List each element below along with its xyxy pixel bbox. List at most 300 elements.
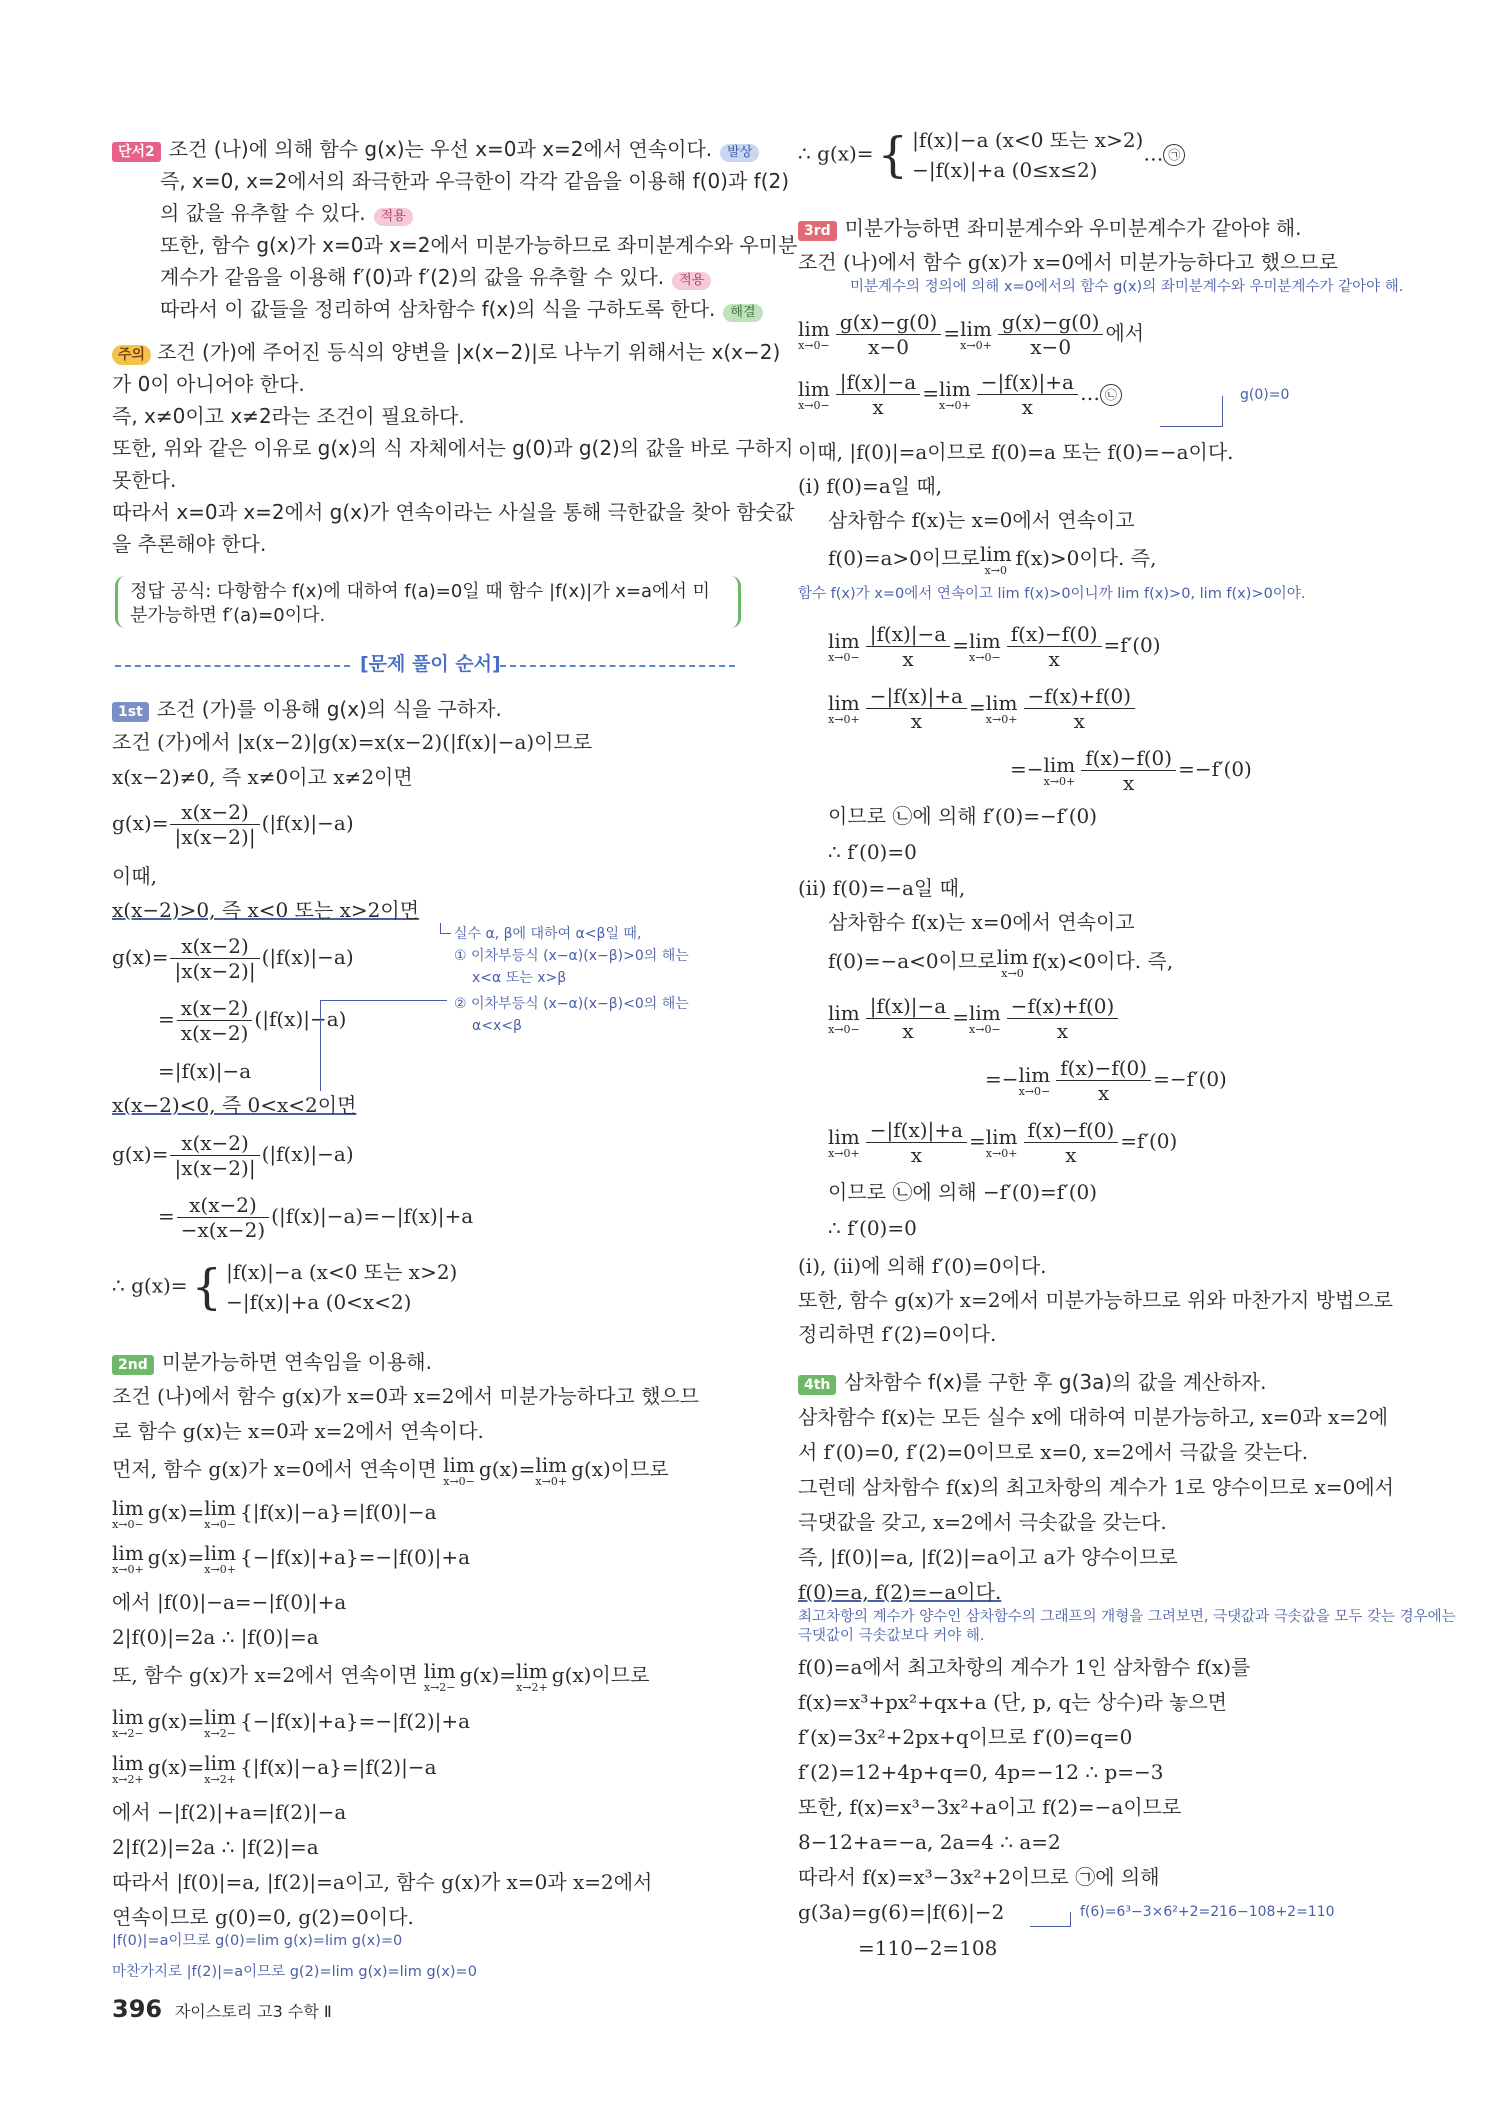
fraction — [866, 994, 950, 1043]
limit — [424, 1660, 456, 1693]
order-title: [문제 풀이 순서] — [360, 653, 501, 675]
text: f(0)=a에서 최고차항의 계수가 1인 삼차함수 f(x)를 — [798, 1655, 1251, 1679]
discover-pill: 발상 — [720, 144, 759, 162]
lim-sub: x→0− — [112, 1518, 144, 1531]
eq-text: f(x)<0이다. 즉, — [1032, 949, 1174, 973]
lim-sub: x→2+ — [112, 1773, 144, 1786]
text: =110−2=108 — [858, 1936, 998, 1960]
step2-title: 미분가능하면 연속임을 이용해. — [161, 1350, 432, 1374]
text: 그런데 삼차함수 f(x)의 최고차항의 계수가 1로 양수이므로 x=0에서 — [798, 1475, 1394, 1499]
text: 서 f′(0)=0, f′(2)=0이므로 x=0, x=2에서 극값을 갖는다. — [798, 1440, 1309, 1464]
text: 극댓값을 갖고, x=2에서 극솟값을 갖는다. — [798, 1510, 1167, 1534]
step1-tag: 1st — [112, 702, 149, 722]
eq-text: (|f(x)|−a) — [261, 1142, 354, 1166]
lim-sub: x→0 — [1001, 967, 1024, 980]
annotation: ② 이차부등식 (x−α)(x−β)<0의 해는 — [454, 996, 689, 1012]
caution-text: 즉, x≠0이고 x≠2라는 조건이 필요하다. — [112, 404, 465, 428]
caution-text: 못한다. — [112, 468, 177, 492]
piecewise — [112, 1257, 457, 1317]
equation — [112, 1131, 354, 1180]
text: f(0)=a, f(2)=−a이다. — [798, 1580, 1002, 1604]
solve-pill: 해결 — [723, 304, 762, 322]
lim-sub: x→0− — [1018, 1085, 1051, 1098]
limit — [204, 1706, 236, 1739]
eq-text: = — [499, 1663, 517, 1687]
caution-text: 을 추론해야 한다. — [112, 532, 267, 556]
note-text: 마찬가지로 |f(2)|=a이므로 g(2)=lim g(x)=lim g(x)=0 — [112, 1964, 477, 1980]
equation — [112, 1660, 649, 1693]
eq-text: (|f(x)|−a)=−|f(x)|+a — [271, 1204, 474, 1228]
step2-tag: 2nd — [112, 1355, 154, 1375]
equation — [798, 310, 1144, 359]
page-number: 396 — [112, 1995, 163, 2023]
lim-text: lim — [960, 317, 992, 341]
brace: { — [877, 127, 909, 183]
equation — [158, 996, 346, 1045]
denominator: x−0 — [868, 335, 909, 359]
lim-sub: x→0+ — [204, 1563, 236, 1576]
eq-text: = — [158, 1007, 175, 1031]
text: 연속이므로 g(0)=0, g(2)=0이다. — [112, 1905, 414, 1929]
lim-text: lim — [979, 542, 1012, 566]
lim-sub: x→0− — [798, 399, 830, 412]
eq-text: {−|f(x)|+a}=−|f(0)|+a — [239, 1545, 471, 1569]
lim-sub: x→2− — [423, 1681, 456, 1694]
text: (ⅰ), (ⅱ)에 의해 f′(0)=0이다. — [798, 1254, 1047, 1278]
text: f(x)=x³+px²+qx+a (단, p, q는 상수)라 놓으면 — [798, 1690, 1227, 1714]
eq-text: {−|f(x)|+a}=−|f(2)|+a — [239, 1709, 471, 1733]
caution-tag: 주의 — [112, 345, 151, 365]
lim-text: lim — [828, 1001, 860, 1025]
case-row: |f(x)|−a (x<0 또는 x>2) — [912, 128, 1144, 152]
lim-sub: x→0− — [798, 339, 830, 352]
eq-text: … — [1079, 381, 1100, 405]
eq-text: =− — [1010, 757, 1044, 781]
eq-text: g(x) — [147, 1709, 188, 1733]
lim-text: lim — [204, 1705, 236, 1729]
step4-title: 삼차함수 f(x)를 구한 후 g(3a)의 값을 계산하자. — [844, 1370, 1267, 1394]
text: 또한, f(x)=x³−3x²+a이고 f(2)=−a이므로 — [798, 1795, 1182, 1819]
cases — [226, 1257, 457, 1317]
lim-text: lim — [1043, 753, 1076, 777]
eq-text: 또, 함수 g(x)가 x=2에서 연속이면 — [112, 1663, 418, 1687]
numerator: g(x)−g(0) — [998, 310, 1104, 335]
text: 따라서 |f(0)|=a, |f(2)|=a이고, 함수 g(x)가 x=0과 x=2에서 — [112, 1870, 653, 1894]
eq-text: f(0)=−a<0이므로 — [828, 949, 997, 973]
fraction — [866, 684, 967, 733]
limit — [960, 318, 992, 351]
lim-text: lim — [996, 945, 1029, 969]
equation — [112, 1706, 470, 1739]
text: (ⅰ) f(0)=a일 때, — [798, 474, 943, 498]
text: 삼차함수 f(x)는 x=0에서 연속이고 — [828, 910, 1135, 934]
numerator: |f(x)|−a — [836, 370, 920, 395]
text: 에서 |f(0)|−a=−|f(0)|+a — [112, 1590, 347, 1614]
fraction — [836, 370, 920, 419]
limit — [1044, 754, 1076, 787]
limit — [204, 1542, 236, 1575]
lim-text: lim — [938, 377, 971, 401]
denominator: x — [1048, 647, 1060, 671]
hint-text: 조건 (나)에 의해 함수 g(x)는 우선 x=0과 x=2에서 연속이다. — [168, 137, 713, 161]
numerator: f(x)−f(0) — [1081, 746, 1176, 771]
limit — [986, 692, 1018, 725]
denominator: x — [872, 395, 884, 419]
text: 2|f(2)|=2a ∴ |f(2)|=a — [112, 1835, 319, 1859]
denominator: x — [1056, 1019, 1069, 1043]
fraction — [170, 1131, 259, 1180]
numerator: x(x−2) — [177, 1193, 269, 1218]
hint-text: 또한, 함수 g(x)가 x=0과 x=2에서 미분가능하므로 좌미분계수와 우미분 — [160, 233, 798, 257]
lim-sub: x→0+ — [960, 339, 992, 352]
denominator: |x(x−2)| — [174, 959, 256, 983]
fraction — [170, 934, 259, 983]
eq-text: 이므로 — [591, 1663, 650, 1687]
eq-text: =|f(x)|−a — [158, 1059, 252, 1083]
numerator: −f(x)+f(0) — [1024, 684, 1136, 709]
fraction — [1007, 622, 1102, 671]
hint-line — [160, 201, 413, 226]
eq-text: f(0)=a>0이므로 — [828, 546, 980, 570]
numerator: x(x−2) — [177, 996, 253, 1021]
equation — [828, 622, 1161, 671]
denominator: |x(x−2)| — [174, 825, 256, 849]
eq-text: = — [922, 381, 939, 405]
annotation: 실수 α, β에 대하여 α<β일 때, — [454, 926, 642, 942]
eq-text: g(x) — [571, 1457, 611, 1481]
text: 8−12+a=−a, 2a=4 ∴ a=2 — [798, 1830, 1061, 1854]
lim-sub: x→0+ — [1043, 775, 1076, 788]
divider — [500, 665, 735, 667]
numerator: x(x−2) — [170, 934, 259, 959]
connector-line — [320, 1000, 447, 1091]
hint-text: 즉, x=0, x=2에서의 좌극한과 우극한이 각각 같음을 이용해 f(0)과 f(2) — [160, 169, 790, 193]
lim-text: lim — [1018, 1063, 1051, 1087]
numerator: f(x)−f(0) — [1007, 622, 1102, 647]
note-text: 극댓값이 극솟값보다 커야 해. — [798, 1628, 985, 1644]
limit — [516, 1660, 548, 1693]
lim-sub: x→0+ — [985, 713, 1018, 726]
piecewise — [798, 125, 1185, 185]
equation — [985, 1056, 1227, 1105]
eq-text: g(x) — [551, 1663, 592, 1687]
numerator: −|f(x)|+a — [866, 1118, 967, 1143]
hint-line — [112, 137, 759, 162]
eq-text: 이므로 — [610, 1457, 669, 1481]
connector-line — [1030, 1912, 1071, 1927]
numerator: f(x)−f(0) — [1024, 1118, 1119, 1143]
limit — [828, 1126, 860, 1159]
lim-sub: x→0− — [443, 1475, 475, 1488]
equation — [828, 1118, 1177, 1167]
eq-text: ∴ g(x)= — [798, 141, 874, 166]
numerator: g(x)−g(0) — [836, 310, 942, 335]
fraction — [977, 370, 1078, 419]
eq-text: = — [158, 1204, 175, 1228]
limit — [204, 1497, 236, 1530]
fraction — [170, 800, 259, 849]
eq-text: = — [187, 1545, 205, 1569]
formula-text: 정답 공식: 다항함수 f(x)에 대하여 f(a)=0일 때 함수 |f(x)|가 x=a에서 미 — [130, 581, 710, 602]
case-row: −|f(x)|+a (0<x<2) — [226, 1290, 412, 1314]
limit — [443, 1454, 475, 1487]
eq-text: = — [952, 633, 969, 657]
eq-text: = — [187, 1500, 205, 1524]
lim-sub: x→2− — [112, 1727, 144, 1740]
eq-text: =−f′(0) — [1153, 1067, 1227, 1091]
caution-line — [112, 340, 780, 365]
limit — [798, 318, 830, 351]
eq-text: (|f(x)|−a) — [261, 811, 354, 835]
numerator: −f(x)+f(0) — [1007, 994, 1119, 1019]
step3-header — [798, 216, 1302, 241]
lim-text: lim — [204, 1751, 236, 1775]
equation — [828, 994, 1120, 1043]
eq-text: = — [968, 695, 986, 719]
equation — [828, 543, 1156, 576]
denominator: x−0 — [1030, 335, 1072, 359]
eq-text: g(x) — [478, 1457, 519, 1481]
limit — [112, 1497, 144, 1530]
denominator: x — [1098, 1081, 1110, 1105]
connector-line — [440, 923, 451, 934]
step4-header — [798, 1370, 1266, 1395]
text: f′(2)=12+4p+q=0, 4p=−12 ∴ p=−3 — [798, 1760, 1164, 1784]
denominator: x — [902, 647, 914, 671]
lim-sub: x→0− — [828, 651, 860, 664]
eq-text: (|f(x)|−a) — [254, 1007, 347, 1031]
lim-sub: x→0 — [984, 564, 1007, 577]
lim-sub: x→0+ — [985, 1147, 1018, 1160]
annotation: g(0)=0 — [1240, 387, 1290, 403]
lim-text: lim — [535, 1453, 568, 1477]
text: x(x−2)≠0, 즉 x≠0이고 x≠2이면 — [112, 765, 413, 789]
book-title: 자이스토리 고3 수학 Ⅱ — [174, 2002, 332, 2021]
lim-text: lim — [204, 1541, 236, 1565]
text: 또한, 함수 g(x)가 x=2에서 미분가능하므로 위와 마찬가지 방법으로 — [798, 1288, 1393, 1312]
limit — [112, 1542, 144, 1575]
caution-text: 가 0이 아니어야 한다. — [112, 372, 305, 396]
step4-tag: 4th — [798, 1375, 836, 1395]
lim-sub: x→0− — [828, 1023, 860, 1036]
equation — [828, 684, 1137, 733]
step3-tag: 3rd — [798, 221, 837, 241]
lim-sub: x→0− — [204, 1518, 236, 1531]
limit — [969, 630, 1001, 663]
lim-text: lim — [112, 1705, 144, 1729]
caution-text: 또한, 위와 같은 이유로 g(x)의 식 자체에서는 g(0)과 g(2)의 값을 바로 구하지 — [112, 436, 794, 460]
limit — [204, 1752, 236, 1785]
caution-text: 조건 (가)에 주어진 등식의 양변을 |x(x−2)|로 나누기 위해서는 x(x−2) — [157, 340, 781, 364]
text: ∴ f′(0)=0 — [828, 840, 917, 864]
limit — [939, 378, 971, 411]
equation — [158, 1193, 473, 1242]
text: 이때, |f(0)|=a이므로 f(0)=a 또는 f(0)=−a이다. — [798, 440, 1234, 464]
denominator: |x(x−2)| — [174, 1156, 256, 1180]
denominator: x — [1021, 395, 1033, 419]
equation — [112, 1752, 437, 1785]
lim-sub: x→0+ — [112, 1563, 144, 1576]
connector-line — [1160, 396, 1223, 427]
limit — [986, 1126, 1018, 1159]
limit — [969, 1002, 1001, 1035]
eq-text: g(x)= — [112, 1142, 169, 1166]
limit — [535, 1454, 567, 1487]
text: 즉, |f(0)|=a, |f(2)|=a이고 a가 양수이므로 — [798, 1545, 1178, 1569]
equation — [1010, 746, 1252, 795]
eq-text: =−f′(0) — [1178, 757, 1252, 781]
text: ∴ f′(0)=0 — [828, 1216, 917, 1240]
eq-text: f(x)>0이다. 즉, — [1015, 546, 1157, 570]
formula-text: 분가능하면 f′(a)=0이다. — [130, 605, 326, 626]
eq-text: … — [1143, 141, 1164, 166]
step3-title: 미분가능하면 좌미분계수와 우미분계수가 같아야 해. — [844, 216, 1302, 240]
equation — [798, 370, 1122, 419]
text: 조건 (가)에서 |x(x−2)|g(x)=x(x−2)(|f(x)|−a)이므로 — [112, 730, 593, 754]
numerator: |f(x)|−a — [866, 994, 950, 1019]
eq-text: g(x) — [147, 1500, 188, 1524]
lim-text: lim — [968, 1001, 1001, 1025]
eq-text: = — [187, 1709, 205, 1733]
text: 삼차함수 f(x)는 x=0에서 연속이고 — [828, 508, 1135, 532]
text: (ⅱ) f(0)=−a일 때, — [798, 876, 966, 900]
apply-pill: 적용 — [374, 208, 413, 226]
lim-text: lim — [423, 1659, 456, 1683]
eq-text: g(x)= — [112, 945, 169, 969]
text: 이므로 ㉡에 의해 −f′(0)=f′(0) — [828, 1180, 1098, 1204]
text: 에서 −|f(2)|+a=|f(2)|−a — [112, 1800, 347, 1824]
fraction — [1081, 746, 1176, 795]
annotation: f(6)=6³−3×6²+2=216−108+2=110 — [1080, 1904, 1335, 1920]
step2-header — [112, 1350, 432, 1375]
note-text: 미분계수의 정의에 의해 x=0에서의 함수 g(x)의 좌미분계수와 우미분계수가 같아야 해. — [850, 279, 1404, 295]
fraction — [836, 310, 942, 359]
case-row: −|f(x)|+a (0≤x≤2) — [912, 158, 1098, 182]
eq-text: g(x) — [147, 1545, 188, 1569]
apply-pill: 적용 — [672, 272, 711, 290]
numerator: f(x)−f(0) — [1056, 1056, 1151, 1081]
limit — [828, 630, 860, 663]
eq-text: 먼저, 함수 g(x)가 x=0에서 연속이면 — [112, 1457, 437, 1481]
eq-text: 에서 — [1105, 321, 1145, 345]
eq-text: = — [518, 1457, 536, 1481]
lim-text: lim — [828, 629, 860, 653]
equation — [112, 1497, 437, 1530]
annotation: x<α 또는 x>β — [472, 970, 567, 986]
fraction — [177, 1193, 269, 1242]
hint-line — [160, 265, 711, 290]
lim-sub: x→2− — [204, 1727, 236, 1740]
eq-text: g(x) — [147, 1755, 188, 1779]
limit — [997, 946, 1029, 979]
lim-text: lim — [798, 317, 830, 341]
case-row: |f(x)|−a (x<0 또는 x>2) — [226, 1260, 458, 1284]
fraction — [177, 996, 253, 1045]
fraction — [1024, 1118, 1119, 1167]
brace: { — [191, 1259, 223, 1315]
circled-marker: ㉠ — [1163, 144, 1185, 166]
equation — [828, 946, 1173, 979]
eq-text: = — [943, 321, 961, 345]
lim-text: lim — [204, 1496, 236, 1520]
limit — [112, 1752, 144, 1785]
case-text: x(x−2)<0, 즉 0<x<2이면 — [112, 1093, 357, 1117]
numerator: x(x−2) — [170, 1131, 259, 1156]
eq-text: ∴ g(x)= — [112, 1273, 188, 1298]
lim-text: lim — [985, 1125, 1018, 1149]
lim-text: lim — [516, 1659, 548, 1683]
note-text: 함수 f(x)가 x=0에서 연속이고 lim f(x)>0이니까 lim f(x)>0, lim f(x)>0이야. — [798, 586, 1306, 602]
limit — [112, 1706, 144, 1739]
case-text: x(x−2)>0, 즉 x<0 또는 x>2이면 — [112, 898, 420, 922]
lim-text: lim — [112, 1496, 144, 1520]
denominator: x — [1123, 771, 1135, 795]
fraction — [866, 1118, 967, 1167]
denominator: −x(x−2) — [180, 1218, 266, 1242]
fraction — [1007, 994, 1119, 1043]
lim-sub: x→0− — [969, 1023, 1001, 1036]
fraction — [866, 622, 950, 671]
denominator: x — [910, 1143, 922, 1167]
equation — [112, 1454, 669, 1487]
eq-text: g(x)= — [112, 811, 169, 835]
eq-text: =− — [985, 1067, 1019, 1091]
caution-text: 따라서 x=0과 x=2에서 g(x)가 연속이라는 사실을 통해 극한값을 찾아 함숫값 — [112, 500, 795, 524]
denominator: x(x−2) — [180, 1021, 249, 1045]
fraction — [1056, 1056, 1151, 1105]
eq-text: = — [952, 1005, 969, 1029]
text: 2|f(0)|=2a ∴ |f(0)|=a — [112, 1625, 319, 1649]
lim-sub: x→2+ — [516, 1681, 548, 1694]
step1-header — [112, 697, 502, 722]
denominator: x — [902, 1019, 914, 1043]
lim-sub: x→0+ — [939, 399, 971, 412]
fraction — [1024, 684, 1136, 733]
lim-sub: x→0+ — [828, 1147, 860, 1160]
annotation: α<x<β — [472, 1018, 522, 1034]
eq-text: = — [187, 1755, 205, 1779]
eq-text: {|f(x)|−a}=|f(2)|−a — [239, 1755, 437, 1779]
note-text: 최고차항의 계수가 양수인 삼차함수의 그래프의 개형을 그려보면, 극댓값과 극솟값을 모두 갖는 경우에는 — [798, 1609, 1456, 1625]
equation — [112, 1542, 470, 1575]
numerator: −|f(x)|+a — [977, 370, 1078, 395]
numerator: −|f(x)|+a — [866, 684, 967, 709]
eq-text: {|f(x)|−a}=|f(0)|−a — [239, 1500, 437, 1524]
lim-text: lim — [443, 1453, 475, 1477]
lim-sub: x→0+ — [828, 713, 860, 726]
denominator: x — [910, 709, 922, 733]
denominator: x — [1073, 709, 1085, 733]
text: 따라서 f(x)=x³−3x²+2이므로 ㉠에 의해 — [798, 1865, 1160, 1889]
text: 조건 (나)에서 함수 g(x)가 x=0에서 미분가능하다고 했으므로 — [798, 250, 1338, 274]
eq-text: (|f(x)|−a) — [261, 945, 354, 969]
hint-text: 따라서 이 값들을 정리하여 삼차함수 f(x)의 식을 구하도록 한다. — [160, 297, 716, 321]
lim-text: lim — [968, 629, 1001, 653]
annotation: ① 이차부등식 (x−α)(x−β)>0의 해는 — [454, 948, 689, 964]
lim-sub: x→0+ — [535, 1475, 568, 1488]
text: 로 함수 g(x)는 x=0과 x=2에서 연속이다. — [112, 1419, 484, 1443]
lim-text: lim — [798, 377, 830, 401]
eq-text: g(x) — [459, 1663, 500, 1687]
denominator: x — [1065, 1143, 1077, 1167]
text: 이때, — [112, 864, 157, 888]
limit — [828, 692, 860, 725]
text: 정리하면 f′(2)=0이다. — [798, 1322, 997, 1346]
limit — [828, 1002, 860, 1035]
text: f′(x)=3x²+2px+q이므로 f′(0)=q=0 — [798, 1725, 1133, 1749]
limit — [1019, 1064, 1051, 1097]
lim-text: lim — [112, 1751, 144, 1775]
